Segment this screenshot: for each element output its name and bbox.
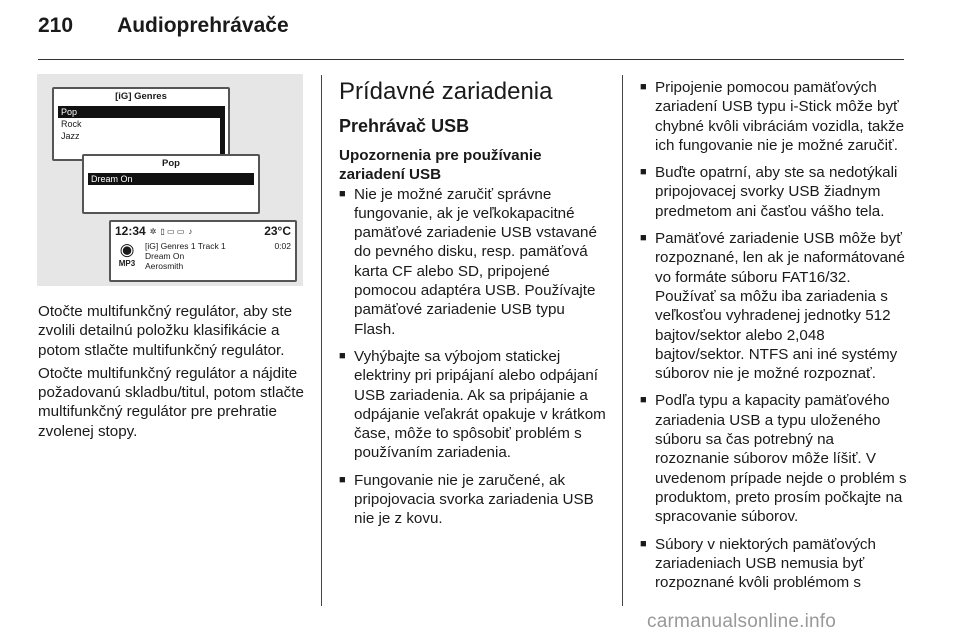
status-icons: ▯ ▭ ▭ — [160, 226, 185, 236]
page-header — [38, 14, 289, 38]
column-divider-2 — [622, 75, 623, 606]
bullet-icon: ■ — [640, 537, 647, 550]
bullet-icon: ■ — [640, 394, 647, 407]
page-number: 210 — [38, 14, 74, 37]
scrollbar — [220, 106, 225, 158]
list-item: ■ Pripojenie pomocou pamäťových zariadení USB typu i-Stick môže byť chybné kvôli vibráciám vozidla, takže ich fungovanie nie je možné zaručiť. — [640, 79, 905, 154]
paragraph: Otočte multifunkčný regulátor a nájdite požadovanú skladbu/titul, potom stlačte multifunkčný regulátor pre prehratie zvolenej stopy. — [38, 364, 304, 440]
bullet-icon: ■ — [640, 166, 647, 179]
bullet-icon: ■ — [640, 232, 647, 245]
list-item: ■ Nie je možné zaručiť správne fungovanie, ak je veľkokapacitné pamäťové zariadenie USB vstavané do pevného disku, resp. pamäťová karta CF alebo SD, pripojené pomocou adaptéra USB. Používajte pamäťové zariadenie USB typu Flash. — [339, 185, 597, 338]
genre-item: Rock — [61, 119, 82, 129]
now-playing-screen — [109, 220, 297, 282]
bullet-icon: ■ — [640, 81, 647, 93]
elapsed-time: 0:02 — [274, 241, 291, 251]
bullet-icon: ■ — [339, 187, 346, 200]
clock: 12:34 — [115, 224, 146, 238]
pop-screen — [82, 154, 260, 214]
header-divider — [38, 59, 904, 60]
gear-icon: ✲ — [149, 226, 157, 236]
column-2 — [339, 78, 607, 537]
page-title: Audioprehrávače — [117, 14, 289, 37]
genre-item: Pop — [58, 106, 224, 118]
track-item: Dream On — [88, 173, 254, 185]
paragraph: Otočte multifunkčný regulátor, aby ste zvolili detailnú položku klasifikácie a potom stlačte multifunkčný regulátor. — [38, 303, 293, 359]
bluetooth-icon: ♪ — [188, 226, 193, 236]
list-item: ■ Súbory v niektorých pamäťových zariadeniach USB nemusia byť rozpoznané kvôli problémom s — [640, 535, 876, 592]
format-label: MP3 — [118, 259, 136, 268]
column-1 — [38, 302, 306, 441]
display-illustration — [37, 74, 303, 286]
folder-track-line: [iG] Genres 1 Track 1 — [145, 241, 226, 251]
notes-title: Upozornenia pre používanie zariadení USB — [339, 147, 542, 184]
watermark[interactable]: carmanualsonline.info — [647, 611, 837, 632]
notes-list — [339, 185, 607, 529]
list-item: ■ Pamäťové zariadenie USB môže byť rozpoznané, len ak je naformátované vo formáte súboru FAT16/32. Používať sa môžu iba zariadenia s veľkosťou vyhradenej jednotky 512 bajtov/sektor alebo 2,048 bajtov/sektor. NTFS ani iné systémy súborov nie je možné rozpoznať. — [640, 230, 905, 383]
section-heading: Prídavné zariadenia — [339, 78, 553, 105]
bullet-icon: ■ — [339, 349, 346, 362]
column-3 — [640, 78, 908, 600]
pop-screen-title: Pop — [162, 158, 180, 169]
list-item: ■ Fungovanie nie je zaručené, ak pripojovacia svorka zariadenia USB nie je z kovu. — [339, 471, 594, 528]
bullet-icon: ■ — [339, 473, 346, 486]
genres-screen — [52, 87, 230, 161]
disc-icon: ◉ — [119, 240, 135, 259]
genre-item: Jazz — [61, 131, 80, 141]
temperature: 23°C — [264, 224, 291, 238]
track-title: Dream On — [145, 251, 185, 261]
section-subheading: Prehrávač USB — [339, 116, 470, 136]
genres-screen-title: [iG] Genres — [115, 91, 167, 102]
list-item: ■ Buďte opatrní, aby ste sa nedotýkali pripojovacej svorky USB žiadnym predmetom ani časťou vášho tela. — [640, 164, 898, 220]
list-item: ■ Podľa typu a kapacity pamäťového zariadenia USB a typu uloženého súboru sa čas potrebný na rozoznanie súborov môže líšiť. V uvedenom prípade nejde o problém s produktom, preto prosím počkajte na spracovanie súborov. — [640, 392, 907, 526]
artist-name: Aerosmith — [145, 261, 184, 271]
column-divider-1 — [321, 75, 322, 606]
notes-list-continued — [640, 78, 908, 592]
list-item: ■ Vyhýbajte sa výbojom statickej elektriny pri pripájaní alebo odpájaní USB zariadenia. Ak sa pripájanie a odpájanie veľakrát opakuje v krátkom čase, môže to spôsobiť problém s používaním zariadenia. — [339, 347, 606, 462]
